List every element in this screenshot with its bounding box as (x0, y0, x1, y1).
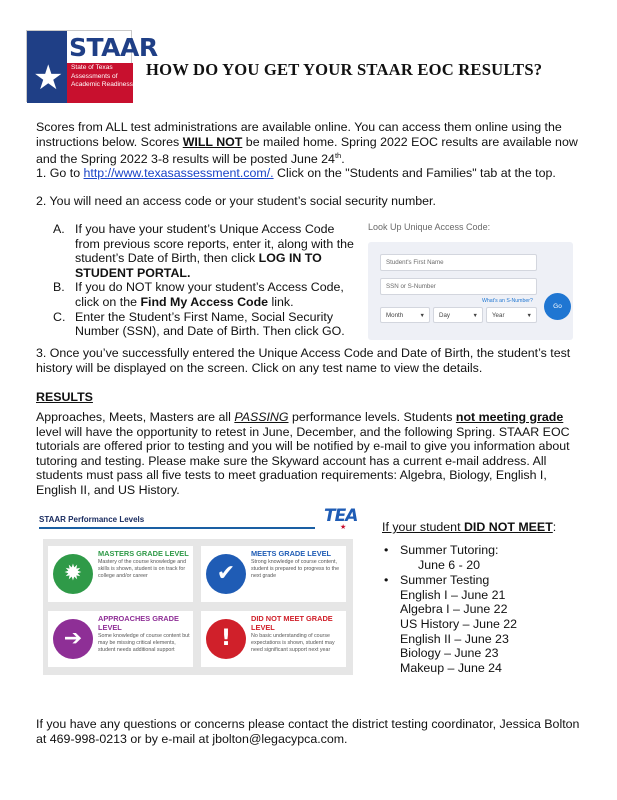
intro-text-2: be mailed home. Spring 2022 EOC results are available now and the Spring 2022 3-8 results will be posted June 24 (36, 134, 578, 167)
intro-paragraph (36, 120, 584, 167)
results-not-meeting: not meeting grade (455, 410, 564, 424)
did-not-meet-heading (382, 520, 556, 535)
test-date-list (382, 588, 592, 676)
substep-b-marker: B. (53, 280, 65, 295)
substep-list (53, 222, 359, 339)
go-button[interactable]: Go (544, 293, 571, 320)
level-meets (201, 546, 346, 602)
substep-a-bold: LOG IN TO STUDENT PORTAL. (75, 251, 322, 280)
step-3: 3. Once you’ve successfully entered the Unique Access Code and Date of Birth, the student’s test history will be displayed on the screen. Click on any test name to view the details. (36, 346, 571, 375)
substep-c-text: Enter the Student’s First Name, Social Security Number (SSN), and Date of Birth. Then click GO. (75, 309, 345, 339)
level-meets-text: Strong knowledge of course content, student is prepared to progress to the next grade (251, 559, 340, 579)
tutoring-label: Summer Tutoring: (400, 543, 499, 557)
testing-bullet (382, 573, 592, 588)
substep-c (53, 310, 359, 339)
step-1-prefix: 1. Go to (36, 166, 84, 180)
tea-star-icon: ★ (340, 524, 347, 531)
bullet-icon: • (384, 573, 389, 588)
page-title: HOW DO YOU GET YOUR STAAR EOC RESULTS? (146, 60, 543, 79)
level-masters-heading: MASTERS GRADE LEVEL (98, 549, 189, 558)
lookup-widget (368, 222, 573, 342)
substep-b-text-2: link. (268, 294, 294, 309)
logo-subtitle: State of Texas Assessments of Academic Readiness (71, 64, 133, 89)
step-1-suffix: Click on the "Students and Families" tab at the top. (273, 166, 556, 180)
test-date-item: English I – June 21 (400, 587, 506, 602)
level-did-not-meet-text: No basic understanding of course expectations is shown, student may need significant support next year (251, 633, 335, 653)
level-approaches-text: Some knowledge of course content but may be missing critical elements, student needs additional support (98, 633, 190, 653)
results-heading-text: RESULTS (36, 390, 93, 404)
performance-levels-graphic (33, 506, 358, 675)
performance-title-rule (39, 527, 315, 529)
did-not-meet-suffix: : (552, 520, 557, 534)
test-date-item: Biology – June 23 (400, 646, 499, 661)
substep-b (53, 280, 359, 309)
results-passing: PASSING (234, 410, 289, 424)
bullet-icon: • (384, 543, 389, 557)
step-1 (36, 166, 584, 181)
level-did-not-meet (201, 611, 346, 667)
level-masters-text: Mastery of the course knowledge and skills is shown, student is on track for college and/or career (98, 559, 187, 579)
tutoring-bullet (382, 543, 592, 558)
chevron-down-icon: ▼ (526, 313, 532, 319)
level-masters (48, 546, 193, 602)
substep-b-bold: Find My Access Code (140, 294, 269, 309)
substep-a-text: If you have your student’s Unique Access Code from previous score reports, enter it, along with the student’s Date of Birth, then click (75, 222, 354, 266)
chevron-down-icon: ▼ (472, 313, 478, 319)
testing-label: Summer Testing (400, 573, 490, 588)
performance-levels-panel (43, 539, 353, 675)
ssn-help-link[interactable]: What's an S-Number? (482, 298, 533, 304)
level-meets-heading: MEETS GRADE LEVEL (251, 549, 332, 558)
lookup-label: Look Up Unique Access Code: (368, 222, 491, 232)
month-select-value: Month (386, 312, 404, 319)
substep-a (53, 222, 359, 280)
exclamation-icon: ! (206, 619, 246, 659)
star-icon: ★ (33, 58, 64, 98)
arrow-right-icon: ➔ (53, 619, 93, 659)
intro-bold: WILL NOT (182, 134, 243, 149)
results-text-2: performance levels. Students (288, 410, 456, 424)
ssn-field[interactable]: SSN or S-Number (380, 278, 537, 295)
test-date-item: English II – June 23 (400, 631, 509, 646)
level-did-not-meet-heading: DID NOT MEET GRADE LEVEL (251, 614, 333, 632)
substep-a-marker: A. (53, 222, 65, 236)
results-text-1: Approaches, Meets, Masters are all (36, 410, 235, 424)
results-heading (36, 390, 93, 405)
staar-logo (26, 30, 158, 102)
substep-c-marker: C. (53, 309, 66, 324)
test-date-item: US History – June 22 (400, 616, 518, 631)
results-text-3: level will have the opportunity to retest in June, December, and the following Spring. STAAR EOC tutorials are offered prior to testing and you will be notified by e-mail to give you information about tutoring and testing. Please make sure the Skyward account has a current e-mail address. All students must pass all five tests to meet graduation requirements: Algebra, Biology, English I, English II, and US History. (36, 424, 570, 497)
checkmark-icon: ✔ (206, 554, 246, 594)
level-approaches (48, 611, 193, 667)
intro-text-1: Scores from ALL test administrations are available online. You can access them online using the instructions below. Scores (36, 120, 562, 149)
level-approaches-heading: APPROACHES GRADE LEVEL (98, 614, 179, 632)
did-not-meet-list (382, 543, 592, 675)
results-paragraph (36, 410, 584, 498)
medal-icon: ✹ (53, 554, 93, 594)
intro-text-3: . (341, 152, 345, 167)
test-date-item: Makeup – June 24 (400, 660, 502, 675)
performance-levels-title: STAAR Performance Levels (39, 515, 145, 524)
lookup-card (368, 242, 573, 340)
intro-sup: th (334, 151, 342, 161)
contact-paragraph: If you have any questions or concerns please contact the district testing coordinator, Jessica Bolton at 469-998-0213 or by e-mail at jbolton@legacypca.com. (36, 717, 580, 746)
month-select[interactable] (380, 307, 430, 323)
tutoring-date: June 6 - 20 (418, 557, 480, 572)
logo-wordmark: STAAR (69, 33, 158, 62)
day-select-value: Day (439, 312, 451, 319)
year-select-value: Year (492, 312, 505, 319)
day-select[interactable] (433, 307, 483, 323)
chevron-down-icon: ▼ (419, 313, 425, 319)
year-select[interactable] (486, 307, 537, 323)
first-name-field[interactable]: Student's First Name (380, 254, 537, 271)
did-not-meet-bold: DID NOT MEET (463, 520, 553, 534)
step-2: 2. You will need an access code or your student’s social security number. (36, 194, 436, 208)
substep-b-text: If you do NOT know your student’s Access Code, click on the (75, 280, 344, 309)
tea-logo: TEA (324, 506, 358, 526)
texas-assessment-link[interactable]: http://www.texasassessment.com/. (83, 166, 274, 180)
test-date-item: Algebra I – June 22 (400, 602, 508, 617)
did-not-meet-prefix: If your student (382, 520, 464, 534)
